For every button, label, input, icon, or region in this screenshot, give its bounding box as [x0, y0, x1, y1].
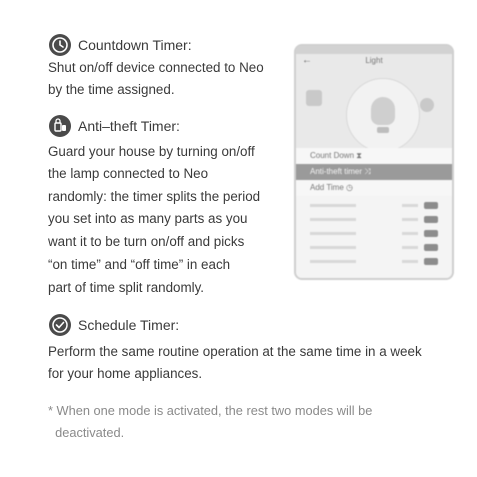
schedule-title: Schedule Timer:: [78, 317, 180, 333]
antitheft-line-2: the lamp connected to Neo: [48, 166, 209, 181]
antitheft-title: Anti–theft Timer:: [78, 118, 180, 134]
back-arrow-icon: ←: [302, 55, 312, 66]
antitheft-line-4: you set into as many parts as you: [48, 211, 248, 226]
antitheft-line-5: want it to be turn on/off and picks: [48, 234, 245, 249]
countdown-line-2: by the time assigned.: [48, 82, 175, 97]
settings-icon: [420, 98, 434, 112]
schedule-line-2: for your home appliances.: [48, 366, 203, 381]
timer-list: [296, 196, 452, 278]
antitheft-line-3: randomly: the timer splits the period: [48, 189, 261, 204]
status-bar: [296, 46, 452, 54]
add-time-row: Add Time ◷: [296, 180, 452, 196]
side-toggle-icon: [306, 90, 322, 106]
antitheft-line-6: “on time” and “off time” in each: [48, 257, 231, 272]
antitheft-line-7: part of time split randomly.: [48, 280, 205, 295]
clock-icon: [49, 34, 71, 56]
antitheft-line-1: Guard your house by turning on/off: [48, 144, 255, 159]
bulb-icon: [346, 78, 420, 152]
schedule-check-icon: [49, 314, 71, 336]
countdown-line-1: Shut on/off device connected to Neo: [48, 60, 264, 75]
countdown-title: Countdown Timer:: [78, 37, 192, 53]
lock-icon: [49, 115, 71, 137]
app-title: Light: [365, 56, 383, 65]
note-line-1: * When one mode is activated, the rest two modes will be: [48, 403, 373, 418]
app-screenshot: [294, 44, 454, 280]
antitheft-row: Anti-theft timer ⤨: [296, 164, 452, 180]
note-line-2: deactivated.: [48, 425, 125, 440]
countdown-row: Count Down ⧗: [296, 148, 452, 164]
schedule-line-1: Perform the same routine operation at the same time in a week: [48, 344, 422, 359]
